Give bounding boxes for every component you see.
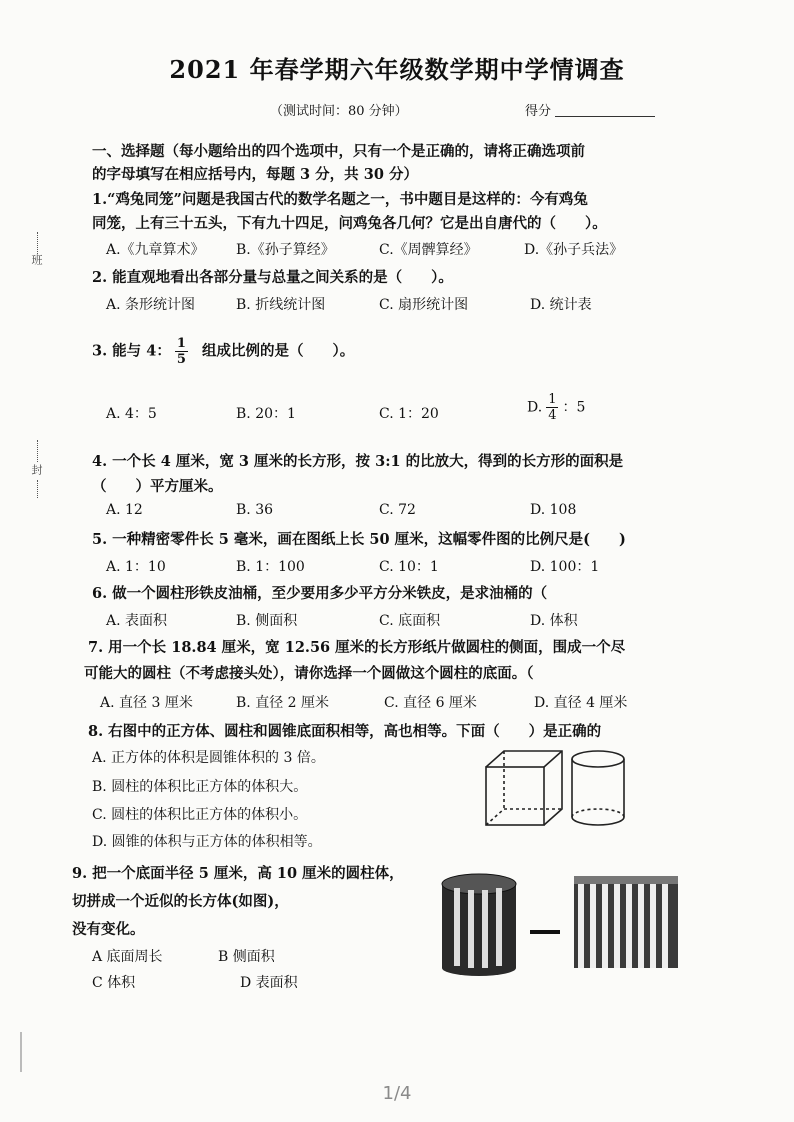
q6-option-c: C. 底面积 — [379, 613, 441, 629]
q5-stem: 5. 一种精密零件长 5 毫米，画在图纸上长 50 厘米，这幅零件图的比例尺是( ) — [92, 531, 626, 548]
q3-stem — [92, 336, 354, 367]
q4-option-c: C. 72 — [379, 502, 416, 518]
q8-option-d: D. 圆锥的体积与正方体的体积相等。 — [92, 834, 322, 850]
q3-option-d-numerator: 1 — [548, 392, 557, 407]
q9-line2: 切拼成一个近似的长方体(如图)， — [72, 893, 289, 910]
q3-option-d-denominator: 4 — [548, 408, 557, 423]
q2-option-a: A. 条形统计图 — [106, 297, 196, 313]
q7-option-a: A. 直径 3 厘米 — [100, 695, 193, 711]
q1-option-b: B.《孙子算经》 — [236, 242, 335, 258]
q2-option-d: D. 统计表 — [530, 297, 592, 313]
q3-frac-numerator: 1 — [176, 336, 186, 351]
q4-option-a: A. 12 — [106, 502, 143, 518]
cylinder-top — [572, 751, 624, 767]
q1-option-c: C.《周髀算经》 — [379, 242, 478, 258]
q3-option-d — [527, 392, 585, 423]
q1-option-d: D.《孙子兵法》 — [524, 242, 624, 258]
q3-option-d-prefix: D. — [527, 399, 543, 416]
score-label: 得分 — [525, 104, 552, 119]
q4-line1: 4. 一个长 4 厘米，宽 3 厘米的长方形，按 3:1 的比放大，得到的长方形的面积是 — [92, 453, 624, 470]
q2-option-b: B. 折线统计图 — [236, 297, 326, 313]
binding-mark-class: 班 — [30, 254, 43, 265]
q9-cut-figure — [436, 868, 686, 978]
q5-option-a: A. 1：10 — [106, 559, 166, 575]
q8-option-b: B. 圆柱的体积比正方体的体积大。 — [92, 779, 308, 795]
q9-option-c: C 体积 — [92, 975, 136, 991]
q9-option-a: A 底面周长 — [92, 949, 163, 965]
q2-stem: 2. 能直观地看出各部分量与总量之间关系的是（ ）。 — [92, 269, 453, 286]
q3-stem-b: 组成比例的是（ ）。 — [201, 342, 355, 360]
q1-line1: 1.“鸡兔同笼”问题是我国古代的数学名题之一，书中题目是这样的：今有鸡兔 — [92, 191, 588, 208]
binding-mark-seal: 封 — [30, 464, 43, 475]
rectangular-solid — [574, 876, 678, 968]
q5-option-b: B. 1：100 — [236, 559, 305, 575]
q6-stem: 6. 做一个圆柱形铁皮油桶，至少要用多少平方分米铁皮，是求油桶的（ — [92, 585, 548, 602]
binding-dots-bottom — [37, 480, 39, 498]
q6-option-a: A. 表面积 — [106, 613, 168, 629]
q3-option-b: B. 20：1 — [236, 406, 296, 422]
q3-option-d-suffix: ：5 — [562, 399, 586, 416]
q9-option-d: D 表面积 — [240, 975, 298, 991]
q8-option-c: C. 圆柱的体积比正方体的体积小。 — [92, 807, 308, 823]
q2-option-c: C. 扇形统计图 — [379, 297, 469, 313]
q1-line2: 同笼，上有三十五头，下有九十四足，问鸡兔各几何？它是出自唐代的（ ）。 — [92, 215, 607, 232]
q8-option-a: A. 正方体的体积是圆锥体积的 3 倍。 — [92, 750, 325, 766]
page-title: 2021 年春学期六年级数学期中学情调查 — [169, 55, 625, 84]
q7-line2: 可能大的圆柱（不考虑接头处），请你选择一个圆做这个圆柱的底面。（ — [84, 665, 534, 682]
q3-frac-denominator: 5 — [176, 352, 186, 367]
q6-option-b: B. 侧面积 — [236, 613, 298, 629]
q7-option-d: D. 直径 4 厘米 — [534, 695, 628, 711]
q8-stem: 8. 右图中的正方体、圆柱和圆锥底面积相等，高也相等。下面（ ）是正确的 — [88, 723, 602, 740]
q4-option-d: D. 108 — [530, 502, 577, 518]
q7-option-c: C. 直径 6 厘米 — [384, 695, 477, 711]
q4-line2: （ ）平方厘米。 — [92, 478, 223, 495]
section-heading-line2: 的字母填写在相应括号内，每题 3 分，共 30 分） — [92, 166, 418, 183]
scan-edge-mark — [20, 1032, 22, 1072]
q3-stem-a: 3. 能与 4： — [92, 342, 171, 360]
q3-option-d-fraction — [546, 392, 558, 423]
score-blank — [555, 116, 655, 117]
q7-line1: 7. 用一个长 18.84 厘米，宽 12.56 厘米的长方形纸片做圆柱的侧面，围成一个尽 — [88, 639, 626, 656]
q3-fraction — [175, 336, 188, 367]
binding-dots-middle — [37, 440, 39, 462]
q1-option-a: A.《九章算术》 — [106, 242, 205, 258]
section-heading-line1: 一、选择题（每小题给出的四个选项中，只有一个是正确的，请将正确选项前 — [92, 143, 585, 160]
q9-line1: 9. 把一个底面半径 5 厘米，高 10 厘米的圆柱体， — [72, 865, 404, 882]
q5-option-c: C. 10：1 — [379, 559, 439, 575]
q4-option-b: B. 36 — [236, 502, 274, 518]
q3-option-c: C. 1：20 — [379, 406, 439, 422]
q3-option-a: A. 4：5 — [106, 406, 157, 422]
test-time: （测试时间：80 分钟） — [270, 104, 408, 119]
q9-line3: 没有变化。 — [72, 921, 145, 938]
q5-option-d: D. 100：1 — [530, 559, 600, 575]
q9-option-b: B 侧面积 — [218, 949, 275, 965]
q6-option-d: D. 体积 — [530, 613, 578, 629]
cut-cylinder — [442, 874, 516, 976]
page-number: 1/4 — [382, 1083, 412, 1104]
q8-solids-figure — [478, 745, 678, 835]
q7-option-b: B. 直径 2 厘米 — [236, 695, 329, 711]
binding-dots-top — [37, 232, 39, 254]
cylinder-bottom — [572, 817, 624, 825]
